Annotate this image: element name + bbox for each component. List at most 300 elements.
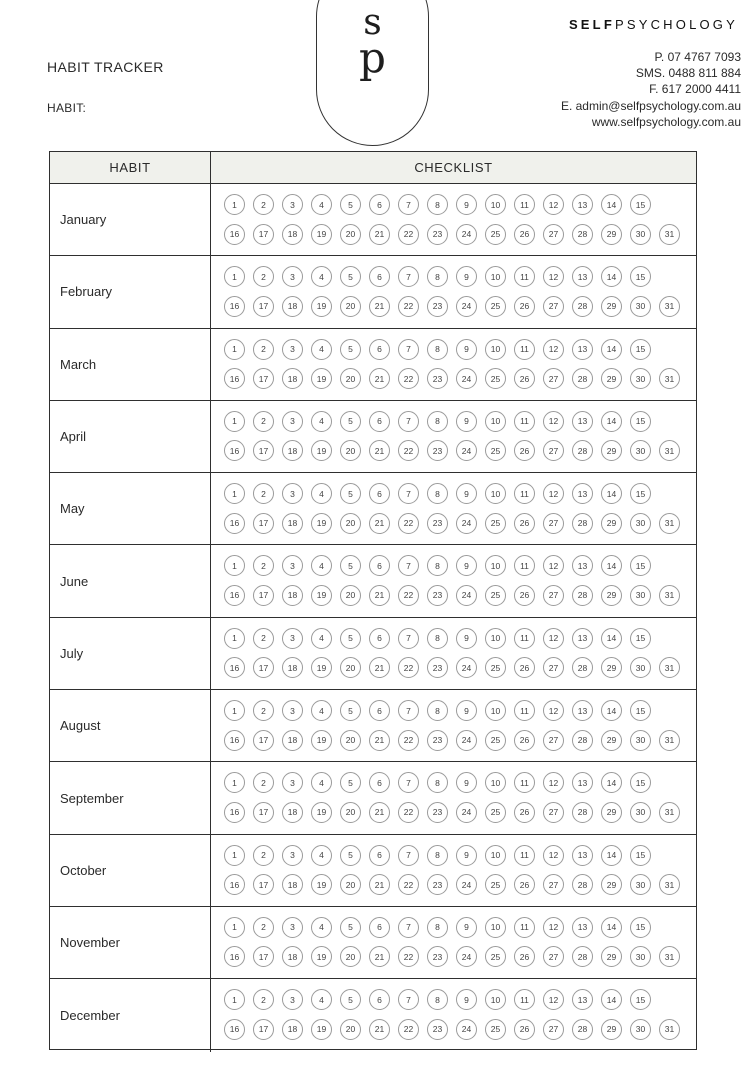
day-checkbox[interactable]: 2 (253, 483, 274, 504)
day-checkbox[interactable]: 15 (630, 555, 651, 576)
day-checkbox[interactable]: 9 (456, 989, 477, 1010)
day-checkbox[interactable]: 3 (282, 266, 303, 287)
day-checkbox[interactable]: 30 (630, 296, 651, 317)
day-checkbox[interactable]: 24 (456, 802, 477, 823)
day-checkbox[interactable]: 13 (572, 266, 593, 287)
day-checkbox[interactable]: 24 (456, 657, 477, 678)
day-checkbox[interactable]: 20 (340, 1019, 361, 1040)
day-checkbox[interactable]: 8 (427, 339, 448, 360)
day-checkbox[interactable]: 5 (340, 266, 361, 287)
day-checkbox[interactable]: 25 (485, 513, 506, 534)
day-checkbox[interactable]: 30 (630, 513, 651, 534)
day-checkbox[interactable]: 17 (253, 1019, 274, 1040)
day-checkbox[interactable]: 24 (456, 513, 477, 534)
day-checkbox[interactable]: 11 (514, 483, 535, 504)
day-checkbox[interactable]: 6 (369, 266, 390, 287)
day-checkbox[interactable]: 25 (485, 730, 506, 751)
day-checkbox[interactable]: 17 (253, 946, 274, 967)
day-checkbox[interactable]: 5 (340, 628, 361, 649)
day-checkbox[interactable]: 4 (311, 194, 332, 215)
day-checkbox[interactable]: 7 (398, 917, 419, 938)
day-checkbox[interactable]: 3 (282, 700, 303, 721)
day-checkbox[interactable]: 22 (398, 657, 419, 678)
day-checkbox[interactable]: 12 (543, 989, 564, 1010)
day-checkbox[interactable]: 30 (630, 874, 651, 895)
day-checkbox[interactable]: 16 (224, 296, 245, 317)
day-checkbox[interactable]: 4 (311, 266, 332, 287)
day-checkbox[interactable]: 16 (224, 513, 245, 534)
day-checkbox[interactable]: 31 (659, 802, 680, 823)
day-checkbox[interactable]: 30 (630, 802, 651, 823)
day-checkbox[interactable]: 14 (601, 194, 622, 215)
day-checkbox[interactable]: 22 (398, 585, 419, 606)
day-checkbox[interactable]: 24 (456, 585, 477, 606)
day-checkbox[interactable]: 15 (630, 266, 651, 287)
day-checkbox[interactable]: 12 (543, 917, 564, 938)
day-checkbox[interactable]: 26 (514, 1019, 535, 1040)
day-checkbox[interactable]: 27 (543, 802, 564, 823)
day-checkbox[interactable]: 13 (572, 772, 593, 793)
day-checkbox[interactable]: 14 (601, 555, 622, 576)
day-checkbox[interactable]: 25 (485, 802, 506, 823)
day-checkbox[interactable]: 20 (340, 368, 361, 389)
day-checkbox[interactable]: 3 (282, 555, 303, 576)
day-checkbox[interactable]: 11 (514, 917, 535, 938)
day-checkbox[interactable]: 27 (543, 657, 564, 678)
day-checkbox[interactable]: 8 (427, 845, 448, 866)
day-checkbox[interactable]: 12 (543, 339, 564, 360)
day-checkbox[interactable]: 21 (369, 657, 390, 678)
day-checkbox[interactable]: 14 (601, 411, 622, 432)
day-checkbox[interactable]: 3 (282, 628, 303, 649)
day-checkbox[interactable]: 4 (311, 339, 332, 360)
day-checkbox[interactable]: 7 (398, 628, 419, 649)
day-checkbox[interactable]: 8 (427, 772, 448, 793)
day-checkbox[interactable]: 19 (311, 657, 332, 678)
day-checkbox[interactable]: 22 (398, 802, 419, 823)
day-checkbox[interactable]: 9 (456, 917, 477, 938)
day-checkbox[interactable]: 17 (253, 224, 274, 245)
day-checkbox[interactable]: 25 (485, 1019, 506, 1040)
day-checkbox[interactable]: 15 (630, 989, 651, 1010)
day-checkbox[interactable]: 1 (224, 989, 245, 1010)
day-checkbox[interactable]: 21 (369, 802, 390, 823)
day-checkbox[interactable]: 18 (282, 946, 303, 967)
day-checkbox[interactable]: 4 (311, 628, 332, 649)
day-checkbox[interactable]: 24 (456, 946, 477, 967)
day-checkbox[interactable]: 27 (543, 224, 564, 245)
day-checkbox[interactable]: 1 (224, 266, 245, 287)
day-checkbox[interactable]: 17 (253, 368, 274, 389)
day-checkbox[interactable]: 25 (485, 874, 506, 895)
day-checkbox[interactable]: 21 (369, 368, 390, 389)
day-checkbox[interactable]: 1 (224, 555, 245, 576)
day-checkbox[interactable]: 14 (601, 266, 622, 287)
day-checkbox[interactable]: 6 (369, 555, 390, 576)
day-checkbox[interactable]: 9 (456, 411, 477, 432)
day-checkbox[interactable]: 15 (630, 339, 651, 360)
day-checkbox[interactable]: 22 (398, 224, 419, 245)
day-checkbox[interactable]: 28 (572, 224, 593, 245)
day-checkbox[interactable]: 23 (427, 657, 448, 678)
day-checkbox[interactable]: 3 (282, 917, 303, 938)
day-checkbox[interactable]: 4 (311, 700, 332, 721)
day-checkbox[interactable]: 6 (369, 339, 390, 360)
day-checkbox[interactable]: 28 (572, 440, 593, 461)
day-checkbox[interactable]: 23 (427, 585, 448, 606)
day-checkbox[interactable]: 6 (369, 845, 390, 866)
day-checkbox[interactable]: 12 (543, 483, 564, 504)
day-checkbox[interactable]: 22 (398, 1019, 419, 1040)
day-checkbox[interactable]: 18 (282, 657, 303, 678)
day-checkbox[interactable]: 16 (224, 730, 245, 751)
day-checkbox[interactable]: 16 (224, 585, 245, 606)
day-checkbox[interactable]: 20 (340, 730, 361, 751)
day-checkbox[interactable]: 7 (398, 411, 419, 432)
day-checkbox[interactable]: 4 (311, 772, 332, 793)
day-checkbox[interactable]: 14 (601, 700, 622, 721)
day-checkbox[interactable]: 29 (601, 1019, 622, 1040)
day-checkbox[interactable]: 10 (485, 772, 506, 793)
day-checkbox[interactable]: 31 (659, 296, 680, 317)
day-checkbox[interactable]: 20 (340, 874, 361, 895)
day-checkbox[interactable]: 4 (311, 917, 332, 938)
day-checkbox[interactable]: 31 (659, 946, 680, 967)
day-checkbox[interactable]: 4 (311, 483, 332, 504)
day-checkbox[interactable]: 19 (311, 585, 332, 606)
day-checkbox[interactable]: 31 (659, 513, 680, 534)
day-checkbox[interactable]: 29 (601, 585, 622, 606)
day-checkbox[interactable]: 18 (282, 296, 303, 317)
day-checkbox[interactable]: 26 (514, 874, 535, 895)
day-checkbox[interactable]: 12 (543, 194, 564, 215)
day-checkbox[interactable]: 20 (340, 585, 361, 606)
day-checkbox[interactable]: 16 (224, 440, 245, 461)
day-checkbox[interactable]: 20 (340, 224, 361, 245)
day-checkbox[interactable]: 10 (485, 339, 506, 360)
day-checkbox[interactable]: 22 (398, 513, 419, 534)
day-checkbox[interactable]: 19 (311, 368, 332, 389)
day-checkbox[interactable]: 14 (601, 339, 622, 360)
day-checkbox[interactable]: 14 (601, 483, 622, 504)
day-checkbox[interactable]: 24 (456, 368, 477, 389)
day-checkbox[interactable]: 22 (398, 440, 419, 461)
day-checkbox[interactable]: 5 (340, 555, 361, 576)
day-checkbox[interactable]: 8 (427, 194, 448, 215)
day-checkbox[interactable]: 15 (630, 700, 651, 721)
day-checkbox[interactable]: 17 (253, 657, 274, 678)
day-checkbox[interactable]: 31 (659, 224, 680, 245)
day-checkbox[interactable]: 26 (514, 730, 535, 751)
day-checkbox[interactable]: 6 (369, 989, 390, 1010)
day-checkbox[interactable]: 2 (253, 411, 274, 432)
day-checkbox[interactable]: 2 (253, 772, 274, 793)
day-checkbox[interactable]: 25 (485, 296, 506, 317)
day-checkbox[interactable]: 15 (630, 917, 651, 938)
day-checkbox[interactable]: 13 (572, 555, 593, 576)
day-checkbox[interactable]: 14 (601, 772, 622, 793)
day-checkbox[interactable]: 24 (456, 440, 477, 461)
day-checkbox[interactable]: 22 (398, 874, 419, 895)
day-checkbox[interactable]: 30 (630, 585, 651, 606)
day-checkbox[interactable]: 31 (659, 585, 680, 606)
day-checkbox[interactable]: 17 (253, 874, 274, 895)
day-checkbox[interactable]: 27 (543, 513, 564, 534)
day-checkbox[interactable]: 12 (543, 772, 564, 793)
day-checkbox[interactable]: 18 (282, 874, 303, 895)
day-checkbox[interactable]: 13 (572, 483, 593, 504)
day-checkbox[interactable]: 17 (253, 440, 274, 461)
day-checkbox[interactable]: 3 (282, 989, 303, 1010)
day-checkbox[interactable]: 28 (572, 657, 593, 678)
day-checkbox[interactable]: 6 (369, 772, 390, 793)
day-checkbox[interactable]: 3 (282, 483, 303, 504)
day-checkbox[interactable]: 9 (456, 772, 477, 793)
day-checkbox[interactable]: 11 (514, 700, 535, 721)
day-checkbox[interactable]: 20 (340, 440, 361, 461)
day-checkbox[interactable]: 23 (427, 296, 448, 317)
day-checkbox[interactable]: 13 (572, 989, 593, 1010)
day-checkbox[interactable]: 29 (601, 296, 622, 317)
day-checkbox[interactable]: 11 (514, 339, 535, 360)
day-checkbox[interactable]: 11 (514, 989, 535, 1010)
day-checkbox[interactable]: 16 (224, 874, 245, 895)
day-checkbox[interactable]: 10 (485, 700, 506, 721)
day-checkbox[interactable]: 21 (369, 1019, 390, 1040)
day-checkbox[interactable]: 1 (224, 194, 245, 215)
day-checkbox[interactable]: 15 (630, 411, 651, 432)
day-checkbox[interactable]: 23 (427, 224, 448, 245)
day-checkbox[interactable]: 15 (630, 845, 651, 866)
day-checkbox[interactable]: 30 (630, 1019, 651, 1040)
day-checkbox[interactable]: 6 (369, 700, 390, 721)
day-checkbox[interactable]: 3 (282, 772, 303, 793)
day-checkbox[interactable]: 31 (659, 368, 680, 389)
day-checkbox[interactable]: 9 (456, 628, 477, 649)
day-checkbox[interactable]: 7 (398, 266, 419, 287)
day-checkbox[interactable]: 13 (572, 845, 593, 866)
day-checkbox[interactable]: 25 (485, 440, 506, 461)
day-checkbox[interactable]: 5 (340, 194, 361, 215)
day-checkbox[interactable]: 14 (601, 989, 622, 1010)
day-checkbox[interactable]: 27 (543, 440, 564, 461)
day-checkbox[interactable]: 19 (311, 946, 332, 967)
day-checkbox[interactable]: 5 (340, 989, 361, 1010)
day-checkbox[interactable]: 13 (572, 194, 593, 215)
day-checkbox[interactable]: 17 (253, 730, 274, 751)
day-checkbox[interactable]: 29 (601, 874, 622, 895)
day-checkbox[interactable]: 21 (369, 730, 390, 751)
day-checkbox[interactable]: 29 (601, 368, 622, 389)
day-checkbox[interactable]: 4 (311, 845, 332, 866)
day-checkbox[interactable]: 29 (601, 946, 622, 967)
day-checkbox[interactable]: 21 (369, 440, 390, 461)
day-checkbox[interactable]: 28 (572, 802, 593, 823)
day-checkbox[interactable]: 10 (485, 845, 506, 866)
day-checkbox[interactable]: 27 (543, 585, 564, 606)
day-checkbox[interactable]: 2 (253, 194, 274, 215)
day-checkbox[interactable]: 26 (514, 224, 535, 245)
day-checkbox[interactable]: 1 (224, 772, 245, 793)
day-checkbox[interactable]: 21 (369, 224, 390, 245)
day-checkbox[interactable]: 12 (543, 845, 564, 866)
day-checkbox[interactable]: 6 (369, 194, 390, 215)
day-checkbox[interactable]: 12 (543, 411, 564, 432)
day-checkbox[interactable]: 28 (572, 585, 593, 606)
day-checkbox[interactable]: 20 (340, 946, 361, 967)
day-checkbox[interactable]: 10 (485, 989, 506, 1010)
day-checkbox[interactable]: 1 (224, 628, 245, 649)
day-checkbox[interactable]: 18 (282, 802, 303, 823)
day-checkbox[interactable]: 30 (630, 224, 651, 245)
day-checkbox[interactable]: 18 (282, 730, 303, 751)
day-checkbox[interactable]: 31 (659, 730, 680, 751)
day-checkbox[interactable]: 18 (282, 368, 303, 389)
day-checkbox[interactable]: 17 (253, 296, 274, 317)
day-checkbox[interactable]: 5 (340, 483, 361, 504)
day-checkbox[interactable]: 20 (340, 296, 361, 317)
day-checkbox[interactable]: 5 (340, 411, 361, 432)
day-checkbox[interactable]: 3 (282, 194, 303, 215)
day-checkbox[interactable]: 23 (427, 513, 448, 534)
day-checkbox[interactable]: 1 (224, 411, 245, 432)
day-checkbox[interactable]: 5 (340, 917, 361, 938)
day-checkbox[interactable]: 10 (485, 917, 506, 938)
day-checkbox[interactable]: 24 (456, 224, 477, 245)
day-checkbox[interactable]: 6 (369, 411, 390, 432)
day-checkbox[interactable]: 22 (398, 368, 419, 389)
day-checkbox[interactable]: 17 (253, 585, 274, 606)
day-checkbox[interactable]: 9 (456, 555, 477, 576)
day-checkbox[interactable]: 11 (514, 194, 535, 215)
day-checkbox[interactable]: 14 (601, 628, 622, 649)
day-checkbox[interactable]: 24 (456, 1019, 477, 1040)
day-checkbox[interactable]: 23 (427, 946, 448, 967)
day-checkbox[interactable]: 1 (224, 700, 245, 721)
day-checkbox[interactable]: 20 (340, 657, 361, 678)
day-checkbox[interactable]: 18 (282, 1019, 303, 1040)
day-checkbox[interactable]: 29 (601, 730, 622, 751)
day-checkbox[interactable]: 18 (282, 585, 303, 606)
day-checkbox[interactable]: 28 (572, 368, 593, 389)
day-checkbox[interactable]: 26 (514, 296, 535, 317)
day-checkbox[interactable]: 13 (572, 628, 593, 649)
day-checkbox[interactable]: 14 (601, 845, 622, 866)
day-checkbox[interactable]: 2 (253, 845, 274, 866)
day-checkbox[interactable]: 25 (485, 946, 506, 967)
day-checkbox[interactable]: 19 (311, 513, 332, 534)
day-checkbox[interactable]: 9 (456, 266, 477, 287)
day-checkbox[interactable]: 4 (311, 411, 332, 432)
day-checkbox[interactable]: 11 (514, 411, 535, 432)
day-checkbox[interactable]: 7 (398, 989, 419, 1010)
day-checkbox[interactable]: 23 (427, 368, 448, 389)
day-checkbox[interactable]: 8 (427, 989, 448, 1010)
day-checkbox[interactable]: 10 (485, 555, 506, 576)
day-checkbox[interactable]: 2 (253, 555, 274, 576)
day-checkbox[interactable]: 8 (427, 917, 448, 938)
day-checkbox[interactable]: 29 (601, 657, 622, 678)
day-checkbox[interactable]: 9 (456, 700, 477, 721)
day-checkbox[interactable]: 28 (572, 296, 593, 317)
day-checkbox[interactable]: 8 (427, 555, 448, 576)
day-checkbox[interactable]: 26 (514, 802, 535, 823)
day-checkbox[interactable]: 29 (601, 802, 622, 823)
day-checkbox[interactable]: 4 (311, 989, 332, 1010)
day-checkbox[interactable]: 15 (630, 628, 651, 649)
day-checkbox[interactable]: 5 (340, 339, 361, 360)
day-checkbox[interactable]: 6 (369, 917, 390, 938)
day-checkbox[interactable]: 24 (456, 874, 477, 895)
day-checkbox[interactable]: 26 (514, 657, 535, 678)
day-checkbox[interactable]: 7 (398, 483, 419, 504)
day-checkbox[interactable]: 16 (224, 946, 245, 967)
day-checkbox[interactable]: 22 (398, 946, 419, 967)
day-checkbox[interactable]: 13 (572, 917, 593, 938)
day-checkbox[interactable]: 28 (572, 730, 593, 751)
day-checkbox[interactable]: 2 (253, 989, 274, 1010)
day-checkbox[interactable]: 9 (456, 339, 477, 360)
day-checkbox[interactable]: 6 (369, 483, 390, 504)
day-checkbox[interactable]: 11 (514, 772, 535, 793)
day-checkbox[interactable]: 30 (630, 730, 651, 751)
day-checkbox[interactable]: 15 (630, 194, 651, 215)
day-checkbox[interactable]: 1 (224, 339, 245, 360)
day-checkbox[interactable]: 8 (427, 266, 448, 287)
day-checkbox[interactable]: 16 (224, 657, 245, 678)
day-checkbox[interactable]: 7 (398, 700, 419, 721)
day-checkbox[interactable]: 22 (398, 730, 419, 751)
day-checkbox[interactable]: 26 (514, 513, 535, 534)
day-checkbox[interactable]: 16 (224, 802, 245, 823)
day-checkbox[interactable]: 23 (427, 730, 448, 751)
day-checkbox[interactable]: 7 (398, 772, 419, 793)
day-checkbox[interactable]: 25 (485, 224, 506, 245)
day-checkbox[interactable]: 31 (659, 657, 680, 678)
day-checkbox[interactable]: 8 (427, 700, 448, 721)
day-checkbox[interactable]: 22 (398, 296, 419, 317)
day-checkbox[interactable]: 11 (514, 555, 535, 576)
day-checkbox[interactable]: 12 (543, 555, 564, 576)
day-checkbox[interactable]: 31 (659, 1019, 680, 1040)
day-checkbox[interactable]: 21 (369, 874, 390, 895)
day-checkbox[interactable]: 10 (485, 483, 506, 504)
day-checkbox[interactable]: 28 (572, 513, 593, 534)
day-checkbox[interactable]: 29 (601, 513, 622, 534)
day-checkbox[interactable]: 10 (485, 266, 506, 287)
day-checkbox[interactable]: 9 (456, 483, 477, 504)
day-checkbox[interactable]: 27 (543, 296, 564, 317)
day-checkbox[interactable]: 17 (253, 513, 274, 534)
day-checkbox[interactable]: 17 (253, 802, 274, 823)
day-checkbox[interactable]: 7 (398, 339, 419, 360)
day-checkbox[interactable]: 20 (340, 513, 361, 534)
day-checkbox[interactable]: 25 (485, 585, 506, 606)
day-checkbox[interactable]: 23 (427, 1019, 448, 1040)
day-checkbox[interactable]: 26 (514, 368, 535, 389)
day-checkbox[interactable]: 8 (427, 411, 448, 432)
day-checkbox[interactable]: 13 (572, 700, 593, 721)
day-checkbox[interactable]: 27 (543, 874, 564, 895)
day-checkbox[interactable]: 20 (340, 802, 361, 823)
day-checkbox[interactable]: 6 (369, 628, 390, 649)
day-checkbox[interactable]: 9 (456, 194, 477, 215)
day-checkbox[interactable]: 10 (485, 194, 506, 215)
day-checkbox[interactable]: 19 (311, 874, 332, 895)
day-checkbox[interactable]: 14 (601, 917, 622, 938)
day-checkbox[interactable]: 30 (630, 946, 651, 967)
day-checkbox[interactable]: 21 (369, 513, 390, 534)
